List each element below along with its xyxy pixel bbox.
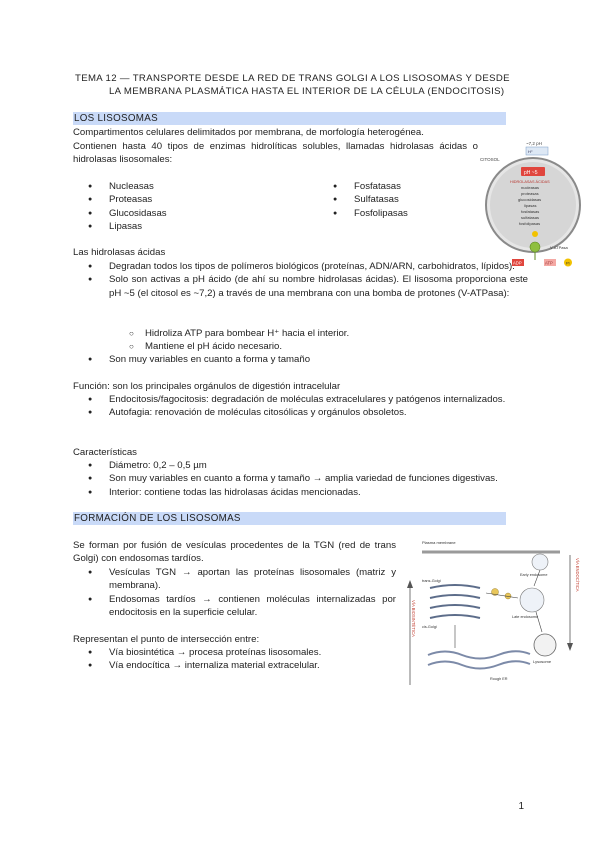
list-item: ● Diámetro: 0,2 – 0,5 µm [73,459,528,472]
intro-line-2: Contienen hasta 40 tipos de enzimas hidrolíticas solubles, llamadas hidrolasas ácidas o hidrolasas lisosomales: [73,141,478,166]
ph-inside-label: pH ~5 [524,170,538,176]
late-endosome [520,588,544,612]
page-title [75,72,530,98]
list-item: ● Lipasas [73,220,273,233]
lysosome-diagram [478,137,588,272]
list-item: ● Glucosidasas [73,207,273,220]
intro-line-1: Compartimentos celulares delimitados por membrana, de morfología heterogénea. [73,127,424,138]
cis-golgi-label: cis-Golgi [422,625,437,629]
late-endosome-label: Late endosome [512,615,539,619]
adp-label: ADP [513,260,522,266]
list-item: ● Vía endocítica → internaliza material extracelular. [73,659,396,672]
hplus-label: H⁺ [528,149,533,154]
hydrolases-list [73,260,528,300]
enzyme-label: nucleasas [521,185,540,190]
intersection-title: Representan el punto de intersección entre: [73,634,260,645]
title-line-2: LA MEMBRANA PLASMÁTICA HASTA EL INTERIOR DE LA CÉLULA (ENDOCITOSIS) [109,86,505,97]
acid-hydrolases-label: HIDROLASAS ÁCIDAS [510,180,550,184]
intersection-list [73,646,396,673]
list-item: ○ Mantiene el pH ácido necesario. [73,340,513,353]
title-line-1: TEMA 12 — TRANSPORTE DESDE LA RED DE TRANS GOLGI A LOS LISOSOMAS Y DESDE [75,73,510,84]
enzyme-label: glucosidasas [518,197,542,202]
list-item: ● Sulfatasas [318,193,468,206]
pump-label: V-ATPasa [550,245,568,250]
diagram-bg [400,530,592,695]
characteristics-title: Características [73,447,137,458]
characteristics-list [73,459,528,499]
page-number: 1 [518,801,524,812]
list-item: ● Interior: contiene todas las hidrolasas ácidas mencionadas. [73,486,528,499]
section-heading-formacion: FORMACIÓN DE LOS LISOSOMAS [73,512,506,525]
ph-top-label: ~7,2 pH [526,141,542,146]
list-item: ● Vía biosintética → procesa proteínas lisosomales. [73,646,396,659]
list-item: ● Proteasas [73,193,273,206]
formation-intro: Se forman por fusión de vesículas procedentes de la TGN (red de trans Golgi) con endosomas tardíos. [73,540,396,565]
function-list [73,393,528,420]
biosynthetic-label: VÍA BIOSINTÉTICA [411,600,416,637]
list-item: ● Nucleasas [73,180,273,193]
early-endosome [532,554,548,570]
early-endosome-label: Early endosome [520,573,548,577]
enzyme-label: lipasas [524,203,537,208]
enzyme-label: proteasas [521,191,539,196]
pi-label: Pi [566,260,570,266]
enzyme-list-left [73,180,273,234]
list-item: ● Fosfatasas [318,180,468,193]
list-item: ● Solo son activas a pH ácido (de ahí su nombre hidrolasas ácidas). El lisosoma proporciona este pH ~5 (el citosol es ~7,2) a través de una membrana con una bomba de protones (V-ATPasa): [73,273,528,300]
function-title: Función: son los principales orgánulos de digestión intracelular [73,381,341,392]
enzyme-label: sulfatasas [521,215,540,220]
list-item: ● Endosomas tardíos → contienen moléculas internalizadas por endocitosis en la superficie celular. [73,593,396,620]
hplus-inside-dot [532,231,538,237]
list-item: ● Autofagia: renovación de moléculas citosólicas y orgánulos obsoletos. [73,406,528,419]
lysosome-shape [534,634,556,656]
formation-list [73,566,396,620]
citosol-label: CITOSOL [480,157,500,162]
list-item: ○ Hidroliza ATP para bombear H⁺ hacia el interior. [73,327,513,340]
plasma-label: Plasma membrane [422,540,456,545]
enzyme-label: fosfolipasas [519,221,541,226]
list-item: ● Endocitosis/fagocitosis: degradación de moléculas extracelulares y patógenos internalizados. [73,393,528,406]
enzyme-label: fosfatasas [521,209,540,214]
hydrolases-title: Las hidrolasas ácidas [73,247,166,258]
tgn-label: trans-Golgi [422,579,441,583]
list-item: ● Degradan todos los tipos de polímeros biológicos (proteínas, ADN/ARN, carbohidratos, lípidos). [73,260,528,273]
pathways-diagram [400,530,592,695]
list-item: ● Son muy variables en cuanto a forma y tamaño [73,353,513,366]
v-atpase-pump [530,242,540,252]
list-item: ● Son muy variables en cuanto a forma y tamaño → amplia variedad de funciones digestivas. [73,472,528,485]
er-label: Rough ER [490,677,508,681]
v-atpase-sublist [73,327,513,354]
section-heading-lisosomas: LOS LISOSOMAS [73,112,506,125]
list-item: ● Vesículas TGN → aportan las proteínas lisosomales (matriz y membrana). [73,566,396,593]
hydrolases-list-2 [73,353,513,366]
atp-label: ATP [545,260,553,266]
list-item: ● Fosfolipasas [318,207,468,220]
endocytic-label: VÍA ENDOCÍTICA [575,558,580,592]
lysosome-label: Lysosome [533,659,552,664]
enzyme-list-right [318,180,468,220]
